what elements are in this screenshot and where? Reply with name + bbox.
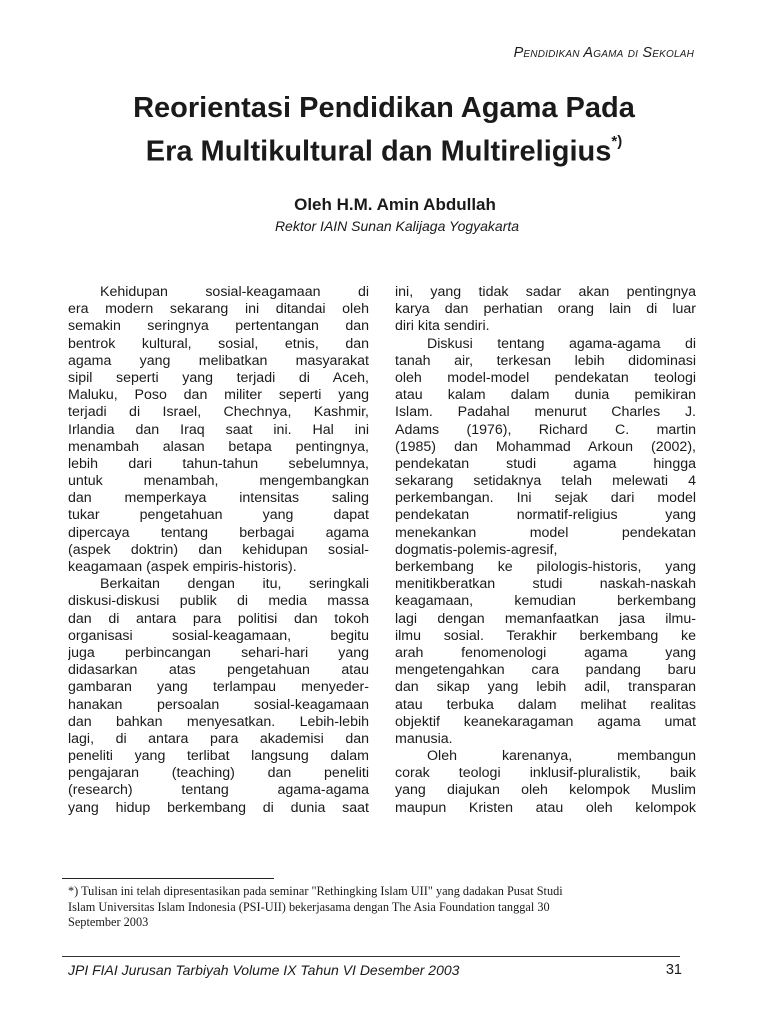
text-line: pendekatan studi agama hingga [395, 455, 696, 472]
text-line: didasarkan atas pengetahuan atau [68, 662, 369, 679]
text-line: karya dan perhatian orang lain di luar [395, 301, 696, 318]
text-line: keagamaan, kemudian berkembang [395, 593, 696, 610]
text-line: Adams (1976), Richard C. martin [395, 421, 696, 438]
text-line: sipil seperti yang terjadi di Aceh, [68, 369, 369, 386]
text-line: Berkaitan dengan itu, seringkali [100, 576, 369, 593]
text-line: perkembangan. Ini sejak dari model [395, 490, 696, 507]
footnote-line: *) Tulisan ini telah dipresentasikan pada seminar "Rethingking Islam UII" yang dadakan Pusat Studi [68, 884, 563, 898]
text-line: oleh model-model pendekatan teologi [395, 369, 696, 386]
text-line: berkembang ke pilologis-historis, yang [395, 559, 696, 575]
text-line: hanakan persoalan sosial-keagamaan [68, 696, 369, 713]
title-line-2: Era Multikultural dan Multireligius [145, 135, 612, 168]
author-affiliation: Rektor IAIN Sunan Kalijaga Yogyakarta [274, 218, 520, 234]
text-line: peneliti yang terlibat langsung dalam [68, 748, 369, 765]
text-line: atau terbuka dalam melihat realitas [395, 696, 696, 713]
text-line: menekankan model pendekatan [395, 524, 696, 541]
text-line: dipercaya tentang berbagai agama [68, 524, 369, 541]
text-line: menitikberatkan studi naskah-naskah [395, 576, 696, 593]
text-line: era modern sekarang ini ditandai oleh [68, 301, 369, 318]
text-line: pendekatan normatif-religius yang [395, 507, 696, 524]
text-line: (research) tentang agama-agama [68, 782, 369, 799]
text-line: yang hidup berkembang di dunia saat [68, 799, 369, 816]
text-line: lagi dengan memanfaatkan jasa ilmu- [395, 610, 696, 627]
text-line: (1985) dan Mohammad Arkoun (2002), [395, 438, 696, 455]
text-line: semakin seringnya pertentangan dan [68, 318, 369, 335]
text-line: diskusi-diskusi publik di media massa [68, 593, 369, 610]
text-line: Irlandia dan Iraq saat ini. Hal ini [68, 421, 369, 438]
text-line: bentrok kultural, sosial, etnis, dan [68, 335, 369, 352]
text-line: dan bahkan menyesatkan. Lebih-lebih [68, 713, 369, 730]
text-line: lebih dari tahun-tahun sebelumnya, [68, 455, 369, 472]
text-line: ini, yang tidak sadar akan pentingnya [395, 284, 696, 300]
text-line: Maluku, Poso dan militer seperti yang [68, 387, 369, 404]
page-number: 31 [665, 962, 682, 978]
text-line: corak teologi inklusif-pluralistik, baik [395, 765, 696, 782]
text-line: dan memperkaya intensitas saling [68, 490, 369, 507]
text-line: arah fenomenologi agama yang [395, 644, 696, 661]
text-line: ilmu sosial. Terakhir berkembang ke [395, 627, 696, 644]
article-title [0, 90, 768, 171]
text-line: sekarang setidaknya telah melewati 4 [395, 473, 696, 490]
text-line: juga perbincangan sehari-hari yang [68, 644, 369, 661]
text-line: Oleh karenanya, membangun [427, 748, 696, 765]
author-name: Oleh H.M. Amin Abdullah [294, 195, 496, 214]
body-column-left [68, 284, 369, 817]
text-line: dan di antara para politisi dan tokoh [68, 610, 369, 627]
text-line: manusia. [395, 730, 453, 747]
footnote-line: Islam Universitas Islam Indonesia (PSI-UII) bekerjasama dengan The Asia Foundation tanggal 30 [68, 899, 550, 914]
text-line: gambaran yang terlampau menyeder- [68, 679, 369, 696]
text-line: maupun Kristen atau oleh kelompok [395, 799, 696, 816]
title-line-1: Reorientasi Pendidikan Agama Pada [133, 92, 635, 124]
text-line: agama yang melibatkan masyarakat [68, 352, 369, 369]
text-line: (aspek doktrin) dan kehidupan sosial- [68, 541, 369, 558]
footnote-line: September 2003 [68, 915, 149, 929]
footnote [68, 884, 683, 931]
text-line: untuk menambah, mengembangkan [68, 473, 369, 490]
journal-footer: JPI FIAI Jurusan Tarbiyah Volume IX Tahun VI Desember 2003 [68, 962, 460, 978]
text-line: diri kita sendiri. [395, 318, 490, 335]
text-line: Diskusi tentang agama-agama di [427, 335, 696, 352]
text-line: objektif keanekaragaman agama umat [395, 713, 696, 730]
text-line: atau kalam dalam dunia pemikiran [395, 387, 696, 404]
running-head: Pendidikan Agama di Sekolah [513, 45, 694, 61]
footnote-divider [62, 878, 274, 879]
text-line: Kehidupan sosial-keagamaan di [100, 284, 369, 300]
text-line: terjadi di Israel, Chechnya, Kashmir, [68, 404, 369, 421]
text-line: dan sikap yang lebih adil, transparan [395, 679, 696, 696]
body-column-right [395, 284, 696, 817]
text-line: mengetengahkan cara pandang baru [395, 662, 696, 679]
text-line: tukar pengetahuan yang dapat [68, 507, 369, 524]
text-line: Islam. Padahal menurut Charles J. [395, 404, 696, 421]
text-line: menambah alasan betapa pentingnya, [68, 438, 369, 455]
text-line: organisasi sosial-keagamaan, begitu [68, 627, 369, 644]
title-footnote-mark: *) [611, 133, 623, 150]
text-line: keagamaan (aspek empiris-historis). [68, 559, 297, 575]
text-line: yang diajukan oleh kelompok Muslim [395, 782, 696, 799]
text-line: tanah air, terkesan lebih didominasi [395, 352, 696, 369]
footer-divider [62, 956, 680, 957]
text-line: dogmatis-polemis-agresif, [395, 541, 558, 558]
text-line: pengajaran (teaching) dan peneliti [68, 765, 369, 782]
text-line: lagi, di antara para akademisi dan [68, 730, 369, 747]
